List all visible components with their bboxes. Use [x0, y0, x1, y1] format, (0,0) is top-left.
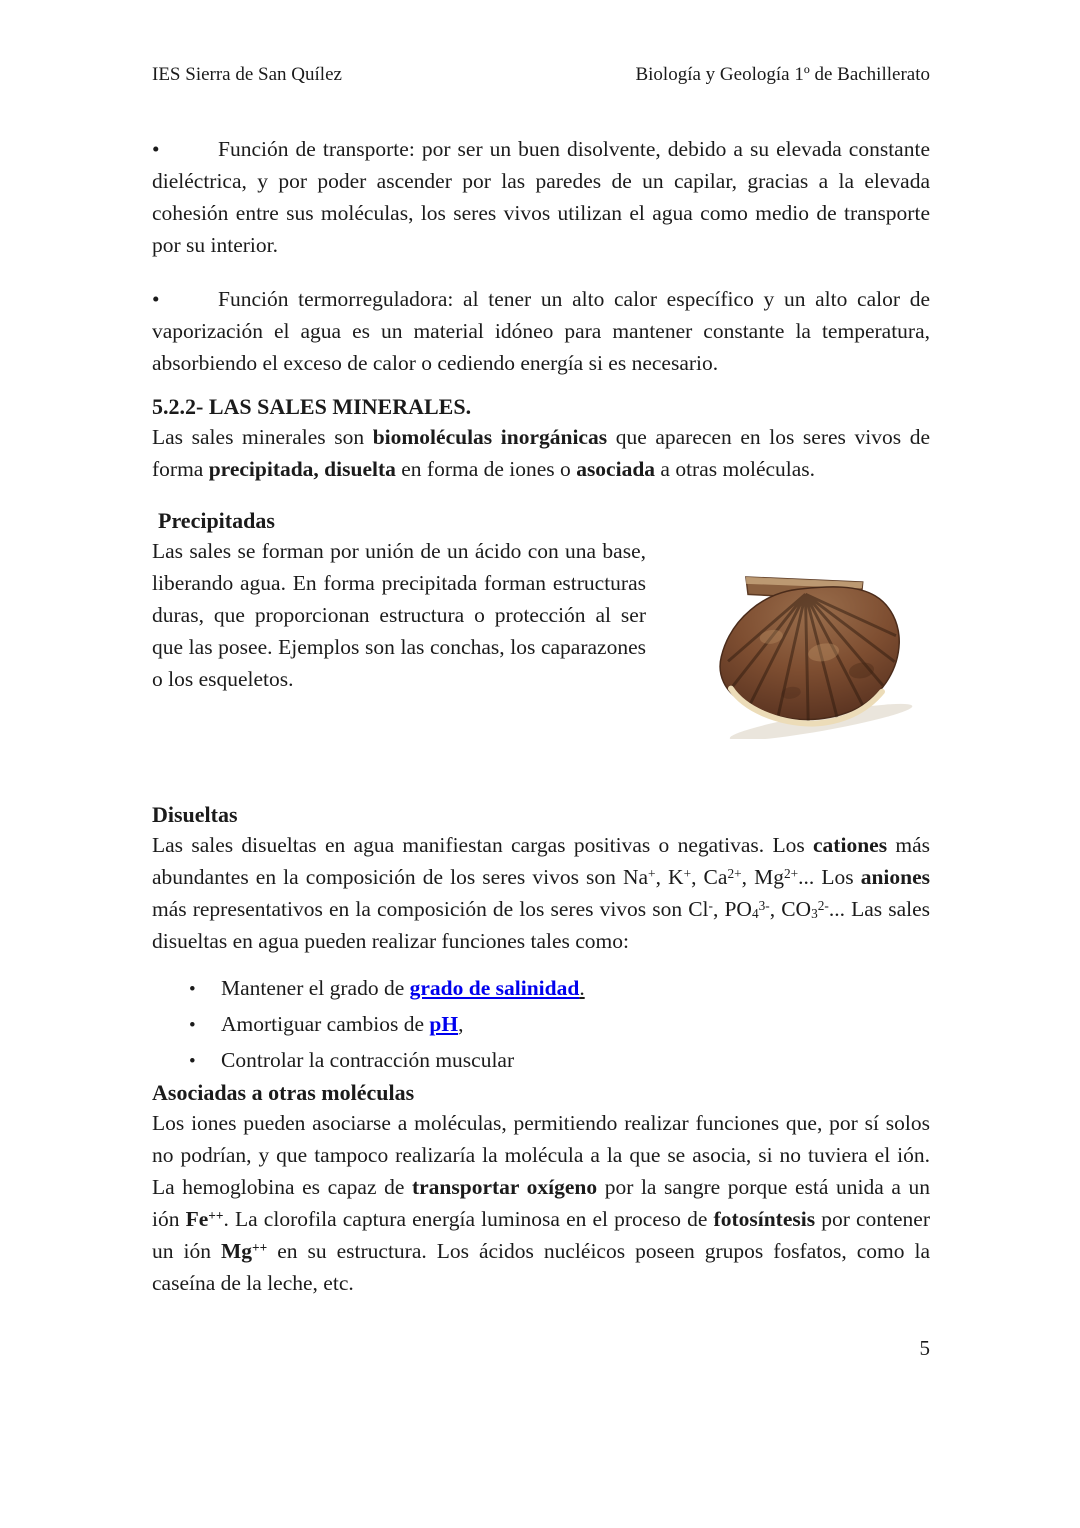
bullet-icon: •	[152, 137, 160, 161]
header-school: IES Sierra de San Quílez	[152, 64, 342, 85]
section-heading-sales-minerales: 5.2.2- LAS SALES MINERALES.	[152, 394, 472, 419]
paragraph-asociadas	[152, 1107, 930, 1299]
paragraph-funcion-termorreguladora	[152, 283, 930, 379]
paragraph-text: Las sales disueltas en agua manifiestan cargas positivas o negativas. Los cationes más abundantes en la composición de los seres vivos son Na+, K+, $Ca^{2+}$, $Mg^{2+}$... Los aniones más representativos en la composición de los seres vivos son Cl-, $PO_4^{3-}$, $CO_3^{2-}$... Las sales disueltas en agua pueden realizar funciones tales como:	[152, 833, 930, 953]
subheading-disueltas: Disueltas	[152, 802, 238, 827]
list-item-ph	[189, 1007, 930, 1043]
paragraph-funcion-transporte	[152, 133, 930, 261]
list-item-text: Amortiguar cambios de pH,	[221, 1012, 464, 1036]
bullet-icon: •	[189, 1051, 196, 1072]
list-item-text: Mantener el grado de grado de salinidad.	[221, 976, 585, 1000]
list-item-salinidad	[189, 971, 930, 1007]
bullet-icon: •	[152, 287, 160, 311]
paragraph-text: Los iones pueden asociarse a moléculas, permitiendo realizar funciones que, por sí solos no podrían, y que tampoco realizaría la molécula a la que se asocia, si no tuviera el ión. La hemoglobina es capaz de transportar oxígeno por la sangre porque está unida a un ión Fe++. La clorofila captura energía luminosa en el proceso de fotosíntesis por contener un ión Mg++ en su estructura. Los ácidos nucléicos poseen grupos fosfatos, como la caseína de la leche, etc.	[152, 1111, 930, 1295]
paragraph-disueltas	[152, 829, 930, 957]
precipitadas-section	[152, 535, 930, 739]
header-course: Biología y Geología 1º de Bachillerato	[635, 64, 930, 85]
paragraph-text: Función termorreguladora: al tener un alto calor específico y un alto calor de vaporización el agua es un material idóneo para mantener constante la temperatura, absorbiendo el exceso de calor o cediendo energía si es necesario.	[152, 287, 930, 375]
list-item-contraccion	[189, 1043, 930, 1079]
bullet-icon: •	[189, 979, 196, 1000]
subheading-precipitadas: Precipitadas	[158, 508, 275, 533]
subheading-asociadas: Asociadas a otras moléculas	[152, 1080, 415, 1105]
scallop-shell-image	[672, 539, 930, 739]
paragraph-text: Función de transporte: por ser un buen disolvente, debido a su elevada constante dieléctrica, y por poder ascender por las paredes de un capilar, gracias a la elevada cohesión entre sus moléculas, los seres vivos utilizan el agua como medio de transporte por su interior.	[152, 137, 930, 257]
ph-link[interactable]: pH	[429, 1012, 459, 1036]
list-item-text: Controlar la contracción muscular	[221, 1048, 515, 1072]
bullet-icon: •	[189, 1015, 196, 1036]
page-number: 5	[919, 1336, 930, 1360]
funciones-list	[152, 971, 930, 1079]
paragraph-sales-intro	[152, 421, 930, 485]
paragraph-text: Las sales minerales son biomoléculas inorgánicas que aparecen en los seres vivos de forma precipitada, disuelta en forma de iones o asociada a otras moléculas.	[152, 425, 931, 481]
page-header	[152, 62, 930, 88]
scallop-shell-illustration	[672, 539, 930, 739]
paragraph-text: Las sales se forman por unión de un ácido con una base, liberando agua. En forma precipitada forman estructuras duras, que proporcionan estructura o protección al ser que las posee. Ejemplos son las conchas, los caparazones o los esqueletos.	[152, 539, 646, 691]
grado-de-salinidad-link[interactable]: grado de salinidad	[409, 976, 580, 1000]
